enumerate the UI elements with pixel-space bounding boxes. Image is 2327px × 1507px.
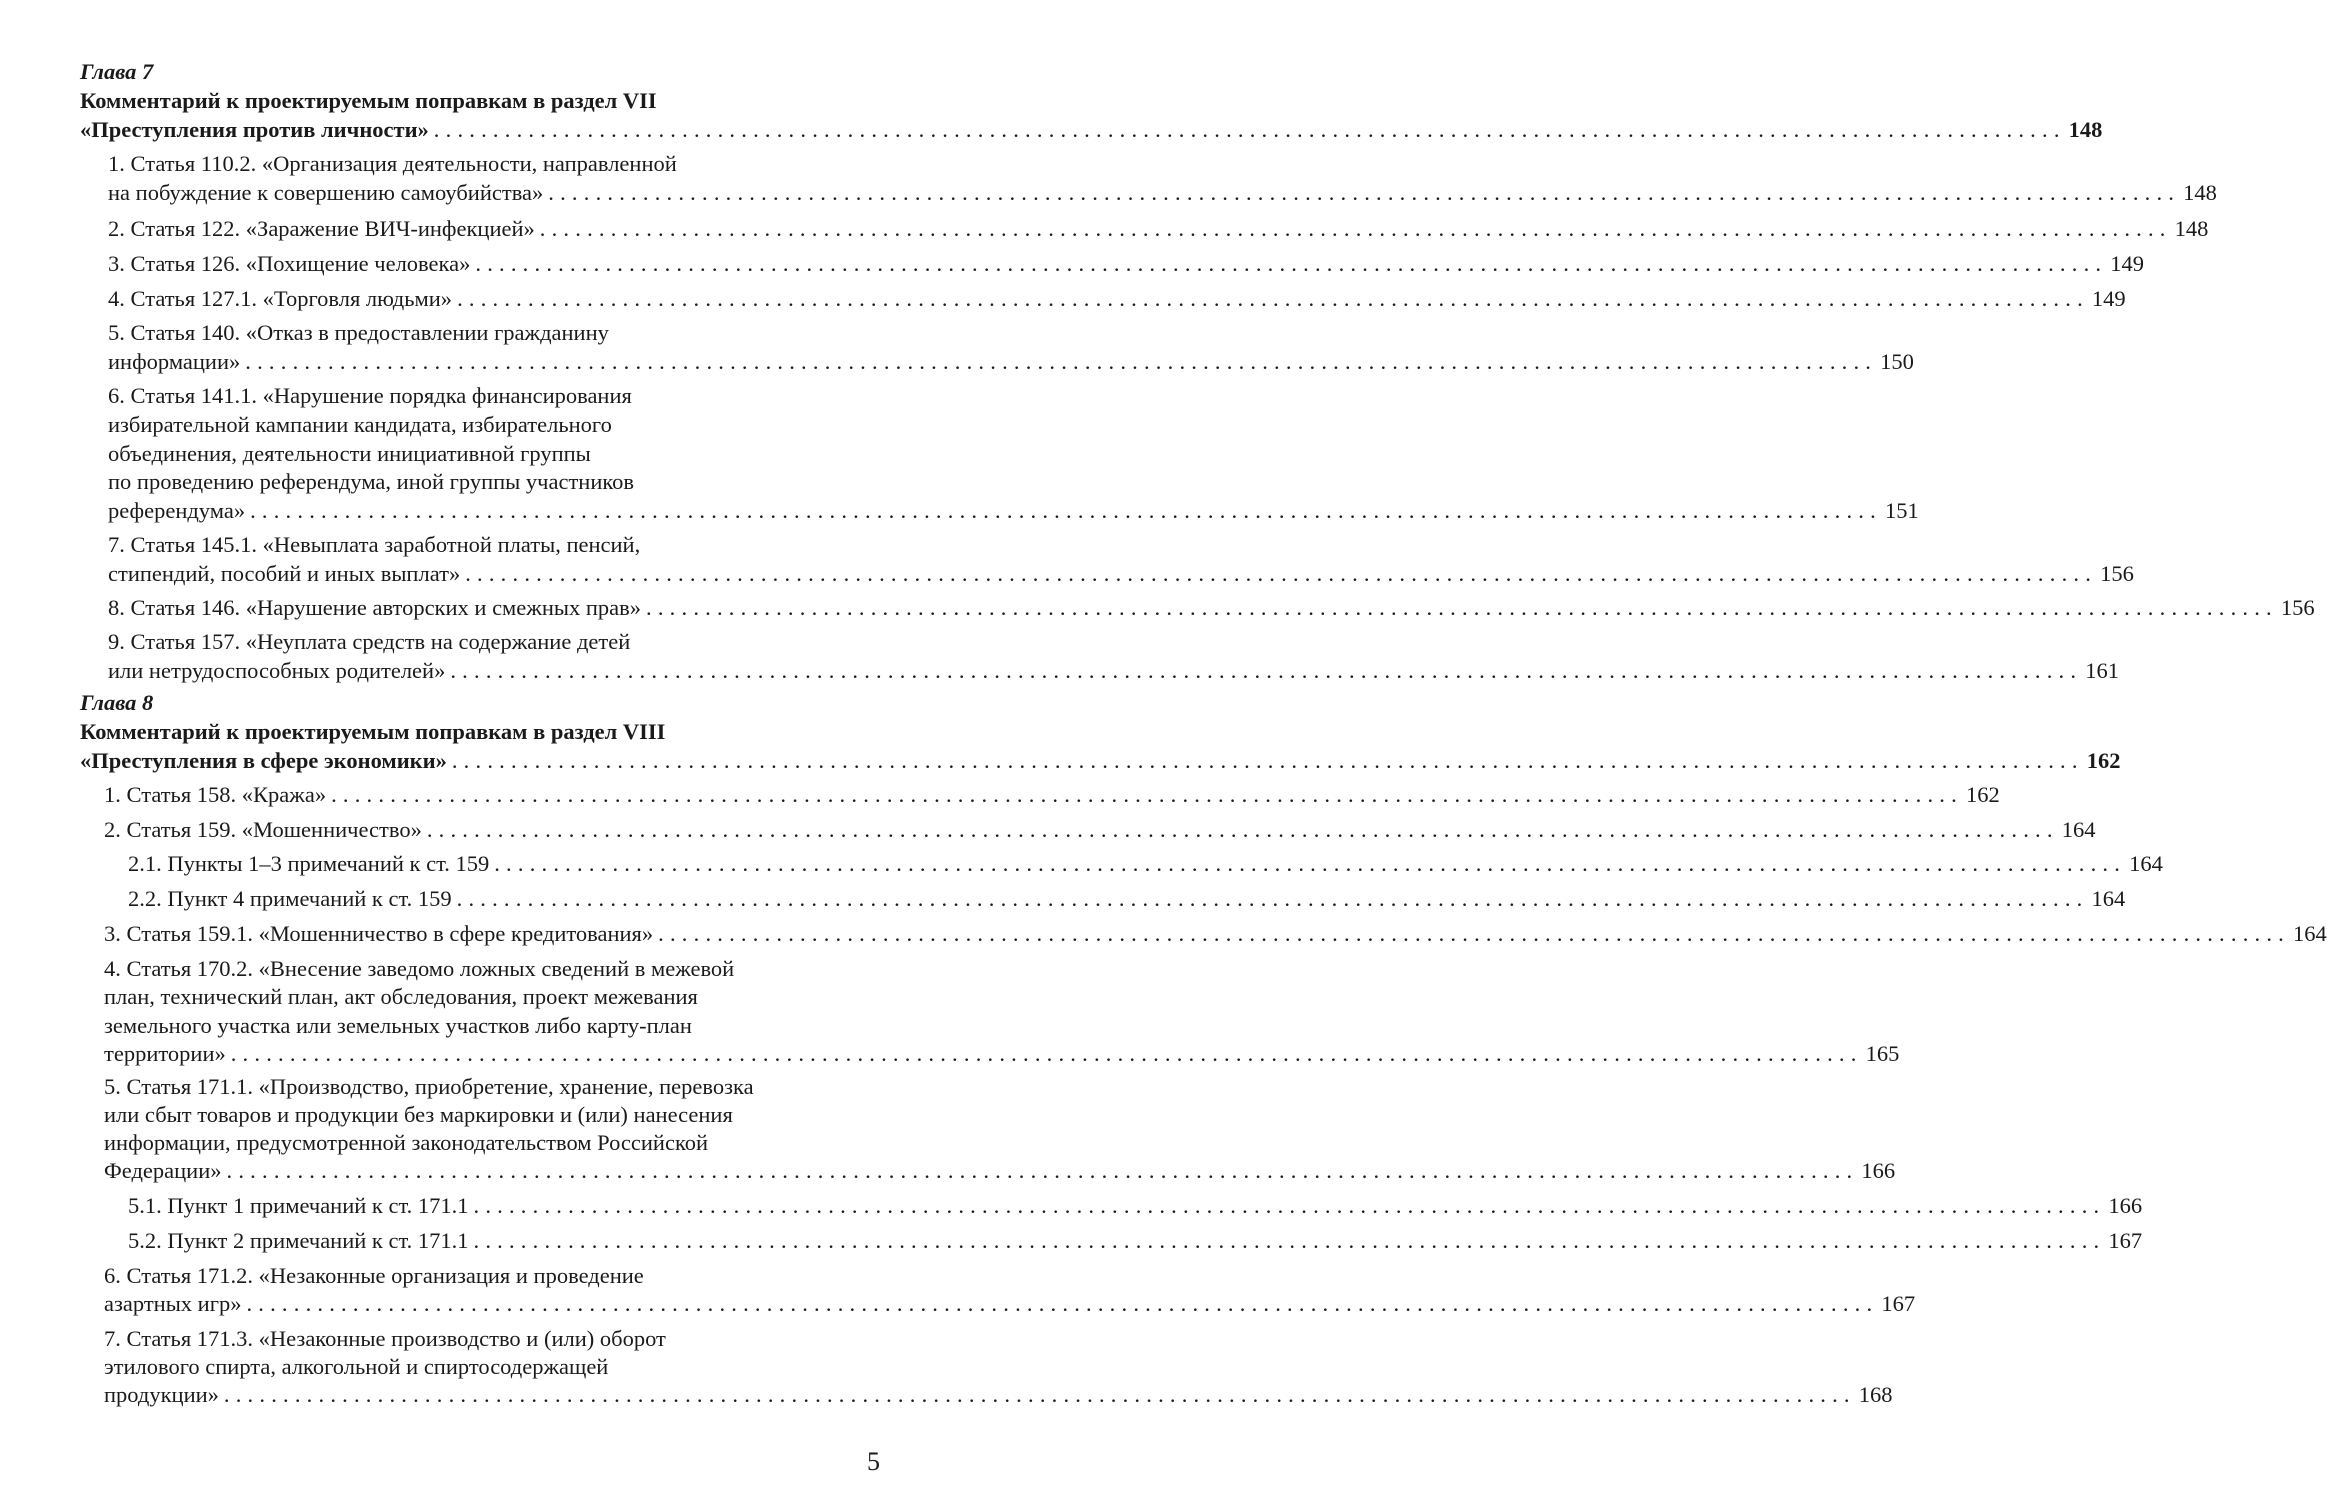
entry-text: 5.1. Пункт 1 примечаний к ст. 171.1 (128, 1193, 469, 1218)
page-ref: 168 (1858, 1382, 1893, 1407)
toc-entry-line (104, 1129, 708, 1157)
toc-entry-line (104, 983, 698, 1011)
toc-entry-line (104, 1325, 666, 1353)
dot-leader: .......................................................................................................................................... (494, 851, 2127, 876)
dot-leader: .......................................................................................................................................... (250, 498, 1882, 523)
page-ref: 149 (2110, 251, 2144, 276)
chapter-heading (80, 689, 153, 717)
toc-entry-line (104, 1012, 692, 1040)
entry-text: объединения, деятельности инициативной группы (108, 441, 591, 466)
toc-entry-line (108, 560, 2134, 588)
toc-entry-line (108, 319, 609, 347)
toc-entry-line (128, 885, 2126, 913)
chapter-title-text: Комментарий к проектируемым поправкам в раздел VII (80, 88, 657, 113)
entry-text: информации, предусмотренной законодательством Российской (104, 1130, 709, 1155)
entry-text: 8. Статья 146. «Нарушение авторских и смежных прав» (108, 595, 642, 620)
entry-text: 3. Статья 159.1. «Мошенничество в сфере кредитования» (104, 921, 654, 946)
toc-entry-line (108, 594, 2315, 622)
toc-entry-line (108, 285, 2126, 313)
toc-entry-line (104, 816, 2096, 844)
dot-leader: .......................................................................................................................................... (450, 658, 2083, 683)
entry-text: 5. Статья 140. «Отказ в предоставлении гражданину (108, 320, 609, 345)
dot-leader: .......................................................................................................................................... (658, 921, 2291, 946)
toc-entry-line (108, 150, 677, 178)
entry-text: референдума» (108, 498, 246, 523)
entry-text: этилового спирта, алкогольной и спиртосодержащей (104, 1354, 609, 1379)
toc-entry-line (104, 1262, 644, 1290)
entry-text: 5.2. Пункт 2 примечаний к ст. 171.1 (128, 1228, 469, 1253)
toc-entry-line (108, 657, 2119, 685)
dot-leader: .......................................................................................................................................... (465, 561, 2098, 586)
entry-text: Федерации» (104, 1158, 222, 1183)
page-ref: 156 (2280, 595, 2315, 620)
page-ref: 148 (2183, 180, 2217, 205)
dot-leader: .......................................................................................................................................... (539, 216, 2172, 241)
dot-leader: .......................................................................................................................................... (473, 1193, 2106, 1218)
toc-entry-line (108, 215, 2209, 243)
chapter-title-text: «Преступления в сфере экономики» (80, 748, 447, 773)
entry-text: или нетрудоспособных родителей» (108, 658, 446, 683)
chapter-title-text: «Преступления против личности» (80, 117, 429, 142)
dot-leader: .......................................................................................................................................... (331, 782, 1963, 807)
entry-text: территории» (104, 1041, 226, 1066)
toc-entry-line (104, 1101, 733, 1129)
page-ref: 164 (2293, 921, 2327, 946)
page-number: 5 (867, 1447, 880, 1476)
toc-entry-line (108, 497, 1919, 525)
page-ref: 166 (2108, 1193, 2143, 1218)
entry-text: 5. Статья 171.1. «Производство, приобретение, хранение, перевозка (104, 1074, 754, 1099)
toc-entry-line (108, 179, 2217, 207)
toc-entry-line (108, 348, 1914, 376)
page-ref: 167 (1881, 1291, 1916, 1316)
dot-leader: .......................................................................................................................................... (451, 748, 2084, 773)
entry-text: по проведению референдума, иной группы участников (108, 469, 635, 494)
chapter-title-line (80, 87, 657, 115)
toc-entry-line (104, 955, 734, 983)
dot-leader: .......................................................................................................................................... (473, 1228, 2106, 1253)
toc-entry-line (108, 440, 591, 468)
entry-text: 1. Статья 110.2. «Организация деятельности, направленной (108, 151, 677, 176)
toc-entry-line (104, 1157, 1896, 1185)
toc-entry-line (128, 1192, 2143, 1220)
page-ref: 164 (2061, 817, 2096, 842)
page-ref: 148 (2068, 117, 2103, 142)
page-ref: 150 (1880, 349, 1914, 374)
toc-entry-line (104, 1353, 608, 1381)
entry-text: 7. Статья 145.1. «Невыплата заработной платы, пенсий, (108, 532, 641, 557)
dot-leader: .......................................................................................................................................... (230, 1041, 1863, 1066)
entry-text: 4. Статья 127.1. «Торговля людьми» (108, 286, 453, 311)
toc-entry-line (108, 628, 630, 656)
entry-text: 2. Статья 159. «Мошенничество» (104, 817, 422, 842)
toc-entry-line (104, 920, 2327, 948)
dot-leader: .......................................................................................................................................... (433, 117, 2066, 142)
toc-entry-line (128, 1227, 2143, 1255)
page-ref: 156 (2100, 561, 2134, 586)
chapter-label: Глава 8 (80, 690, 154, 715)
page-ref: 151 (1884, 498, 1919, 523)
page-ref: 164 (2129, 851, 2163, 876)
entry-text: стипендий, пособий и иных выплат» (108, 561, 461, 586)
chapter-title-line (80, 718, 665, 746)
dot-leader: .......................................................................................................................................... (246, 1291, 1879, 1316)
dot-leader: .......................................................................................................................................... (646, 595, 2278, 620)
toc-entry-line (108, 411, 612, 439)
entry-text: азартных игр» (104, 1291, 242, 1316)
dot-leader: .......................................................................................................................................... (426, 817, 2059, 842)
page-ref: 149 (2091, 286, 2126, 311)
entry-text: 6. Статья 141.1. «Нарушение порядка финансирования (108, 383, 632, 408)
toc-entry-line (80, 116, 2103, 144)
entry-text: 7. Статья 171.3. «Незаконные производство и (или) оборот (104, 1326, 666, 1351)
dot-leader: .......................................................................................................................................... (456, 886, 2089, 911)
entry-text: 2.1. Пункты 1–3 примечаний к ст. 159 (128, 851, 490, 876)
dot-leader: .......................................................................................................................................... (457, 286, 2089, 311)
toc-entry-line (108, 250, 2144, 278)
toc-entry-line (108, 468, 634, 496)
toc-entry-line (108, 382, 632, 410)
entry-text: 3. Статья 126. «Похищение человека» (108, 251, 471, 276)
dot-leader: .......................................................................................................................................... (548, 180, 2181, 205)
toc-entry-line (104, 781, 2000, 809)
entry-text: 1. Статья 158. «Кража» (104, 782, 327, 807)
entry-text: на побуждение к совершению самоубийства» (108, 180, 544, 205)
entry-text: избирательной кампании кандидата, избирательного (108, 412, 612, 437)
dot-leader: .......................................................................................................................................... (226, 1158, 1859, 1183)
entry-text: 6. Статья 171.2. «Незаконные организация и проведение (104, 1263, 644, 1288)
page-ref: 162 (1965, 782, 2000, 807)
page-ref: 162 (2086, 748, 2121, 773)
toc-entry-line (104, 1290, 1916, 1318)
dot-leader: .......................................................................................................................................... (475, 251, 2108, 276)
entry-text: план, технический план, акт обследования, проект межевания (104, 984, 698, 1009)
page-ref: 148 (2174, 216, 2209, 241)
entry-text: 4. Статья 170.2. «Внесение заведомо ложных сведений в межевой (104, 956, 735, 981)
page-ref: 167 (2108, 1228, 2143, 1253)
toc-entry-line (104, 1073, 754, 1101)
entry-text: продукции» (104, 1382, 219, 1407)
page-ref: 165 (1865, 1041, 1900, 1066)
entry-text: 2. Статья 122. «Заражение ВИЧ-инфекцией» (108, 216, 535, 241)
toc-entry-line (108, 531, 640, 559)
page-ref: 161 (2085, 658, 2119, 683)
toc-entry-line (80, 747, 2121, 775)
toc-entry-line (104, 1381, 1893, 1409)
page-ref: 164 (2091, 886, 2126, 911)
entry-text: или сбыт товаров и продукции без маркировки и (или) нанесения (104, 1102, 733, 1127)
toc-entry-line (128, 850, 2163, 878)
dot-leader: .......................................................................................................................................... (245, 349, 1878, 374)
dot-leader: .......................................................................................................................................... (223, 1382, 1856, 1407)
chapter-title-text: Комментарий к проектируемым поправкам в раздел VIII (80, 719, 666, 744)
entry-text: 2.2. Пункт 4 примечаний к ст. 159 (128, 886, 452, 911)
toc-entry-line (104, 1040, 1900, 1068)
chapter-heading (80, 58, 153, 86)
entry-text: информации» (108, 349, 241, 374)
page-ref: 166 (1861, 1158, 1896, 1183)
chapter-label: Глава 7 (80, 59, 154, 84)
entry-text: земельного участка или земельных участков либо карту-план (104, 1013, 692, 1038)
entry-text: 9. Статья 157. «Неуплата средств на содержание детей (108, 629, 631, 654)
